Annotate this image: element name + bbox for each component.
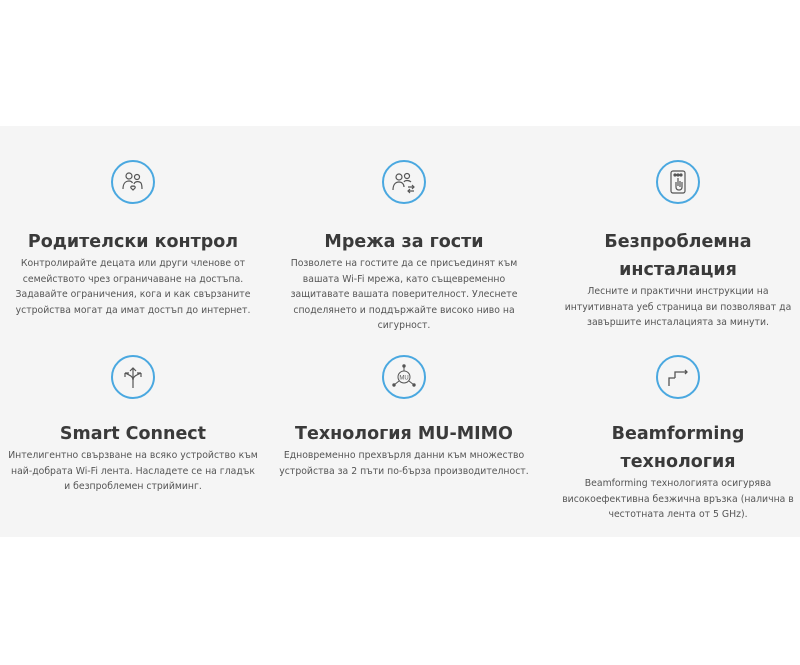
family-icon <box>111 160 155 204</box>
feature-title: Технология MU-MIMO <box>295 424 513 444</box>
feature-description: Лесните и практични инструкции на интуитивната уеб страница ви позволяват да завършите инсталацията за минути. <box>564 286 792 329</box>
touch-setup-icon <box>656 160 700 204</box>
feature-description: Beamforming технологията осигурява високоефективна безжична връзка (налична в честотната лента от 5 GHz). <box>562 478 794 521</box>
feature-easy-setup <box>553 160 800 331</box>
mu-mimo-icon <box>382 355 426 399</box>
feature-beamforming <box>553 355 800 523</box>
feature-title: Beamforming технология <box>611 424 745 472</box>
feature-mu-mimo <box>279 355 529 479</box>
feature-description: Интелигентно свързване на всяко устройство към най-добрата Wi-Fi лента. Насладете се на гладък и безпроблемен стрийминг. <box>8 450 258 493</box>
smart-connect-icon <box>111 355 155 399</box>
feature-description: Контролирайте децата или други членове от семейството чрез ограничаване на достъпа. Задавайте ограничения, кога и как свързаните устройства могат да имат достъп до интернет. <box>15 258 251 316</box>
feature-parental-controls <box>8 160 258 318</box>
feature-title: Smart Connect <box>59 424 207 444</box>
beamforming-icon <box>656 355 700 399</box>
feature-title: Безпроблемна инсталация <box>604 232 752 280</box>
feature-description: Позволете на гостите да се присъединят към вашата Wi-Fi мрежа, като същевременно защитавате вашата поверителност. Улеснете споделянето и поддържайте високо ниво на сигурност. <box>290 258 518 332</box>
mu-label: MU <box>399 375 409 382</box>
feature-smart-connect <box>8 355 258 495</box>
feature-title: Родителски контрол <box>27 232 239 252</box>
guest-network-icon <box>382 160 426 204</box>
feature-description: Едновременно прехвърля данни към множество устройства за 2 пъти по-бърза производителност. <box>279 450 529 477</box>
feature-title: Мрежа за гости <box>324 232 484 252</box>
feature-guest-network <box>279 160 529 334</box>
